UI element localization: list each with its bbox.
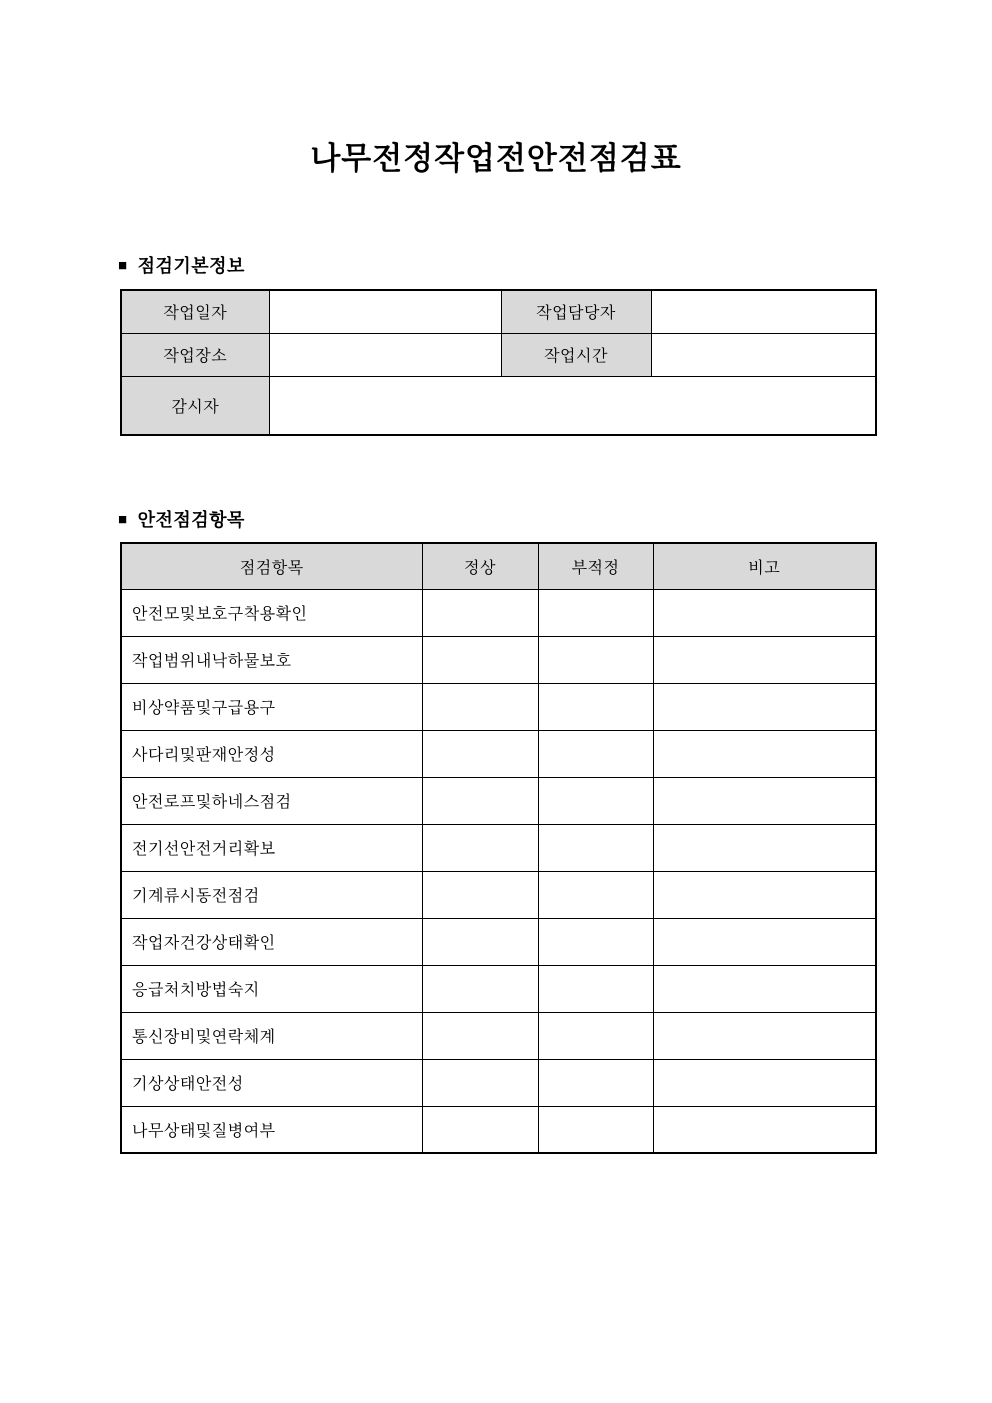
status-inadequate-cell[interactable] (538, 1059, 653, 1106)
checklist-item-label: 작업범위내낙하물보호 (121, 636, 422, 683)
column-header-inadequate: 부적정 (538, 543, 653, 589)
remarks-cell[interactable] (653, 918, 876, 965)
status-inadequate-cell[interactable] (538, 824, 653, 871)
status-inadequate-cell[interactable] (538, 589, 653, 636)
basic-info-table (120, 289, 877, 436)
field-value-work-place[interactable] (269, 333, 501, 376)
remarks-cell[interactable] (653, 965, 876, 1012)
checklist-row (121, 1012, 876, 1059)
field-value-work-manager[interactable] (651, 290, 876, 333)
checklist-item-label: 사다리및판재안정성 (121, 730, 422, 777)
status-normal-cell[interactable] (422, 965, 538, 1012)
checklist-item-label: 전기선안전거리확보 (121, 824, 422, 871)
checklist-item-label: 응급처치방법숙지 (121, 965, 422, 1012)
status-inadequate-cell[interactable] (538, 965, 653, 1012)
remarks-cell[interactable] (653, 1012, 876, 1059)
checklist-row (121, 824, 876, 871)
section-header-basic-info (118, 252, 245, 278)
status-normal-cell[interactable] (422, 871, 538, 918)
remarks-cell[interactable] (653, 777, 876, 824)
status-normal-cell[interactable] (422, 1059, 538, 1106)
checklist-item-label: 안전로프및하네스점검 (121, 777, 422, 824)
checklist-row (121, 1106, 876, 1153)
checklist-header-row (121, 543, 876, 589)
basic-info-row (121, 376, 876, 435)
status-normal-cell[interactable] (422, 730, 538, 777)
checklist-item-label: 작업자건강상태확인 (121, 918, 422, 965)
column-header-remarks: 비고 (653, 543, 876, 589)
checklist-item-label: 기계류시동전점검 (121, 871, 422, 918)
checklist-item-label: 안전모및보호구착용확인 (121, 589, 422, 636)
status-inadequate-cell[interactable] (538, 636, 653, 683)
square-bullet-icon: ■ (118, 256, 128, 274)
field-label-work-place: 작업장소 (121, 333, 269, 376)
remarks-cell[interactable] (653, 636, 876, 683)
status-normal-cell[interactable] (422, 636, 538, 683)
column-header-item: 점검항목 (121, 543, 422, 589)
field-label-work-manager: 작업담당자 (501, 290, 651, 333)
section-title-basic-info: 점검기본정보 (137, 256, 245, 276)
checklist-row (121, 636, 876, 683)
checklist-row (121, 871, 876, 918)
checklist-row (121, 1059, 876, 1106)
basic-info-row (121, 333, 876, 376)
remarks-cell[interactable] (653, 683, 876, 730)
status-normal-cell[interactable] (422, 1106, 538, 1153)
field-label-supervisor: 감시자 (121, 376, 269, 435)
column-header-normal: 정상 (422, 543, 538, 589)
section-title-checklist: 안전점검항목 (137, 510, 245, 530)
field-label-work-date: 작업일자 (121, 290, 269, 333)
status-normal-cell[interactable] (422, 1012, 538, 1059)
checklist-item-label: 비상약품및구급용구 (121, 683, 422, 730)
status-normal-cell[interactable] (422, 918, 538, 965)
remarks-cell[interactable] (653, 871, 876, 918)
section-header-checklist (118, 506, 245, 532)
square-bullet-icon: ■ (118, 510, 128, 528)
remarks-cell[interactable] (653, 824, 876, 871)
page-title: 나무전정작업전안전점검표 (310, 141, 682, 176)
status-inadequate-cell[interactable] (538, 871, 653, 918)
checklist-item-label: 기상상태안전성 (121, 1059, 422, 1106)
status-normal-cell[interactable] (422, 589, 538, 636)
remarks-cell[interactable] (653, 1059, 876, 1106)
status-inadequate-cell[interactable] (538, 1106, 653, 1153)
field-value-work-time[interactable] (651, 333, 876, 376)
checklist-row (121, 730, 876, 777)
status-normal-cell[interactable] (422, 683, 538, 730)
checklist-row (121, 965, 876, 1012)
checklist-row (121, 683, 876, 730)
status-inadequate-cell[interactable] (538, 777, 653, 824)
status-inadequate-cell[interactable] (538, 730, 653, 777)
field-label-work-time: 작업시간 (501, 333, 651, 376)
status-inadequate-cell[interactable] (538, 1012, 653, 1059)
remarks-cell[interactable] (653, 589, 876, 636)
checklist-row (121, 589, 876, 636)
status-normal-cell[interactable] (422, 824, 538, 871)
remarks-cell[interactable] (653, 1106, 876, 1153)
checklist-row (121, 918, 876, 965)
checklist-item-label: 나무상태및질병여부 (121, 1106, 422, 1153)
remarks-cell[interactable] (653, 730, 876, 777)
status-normal-cell[interactable] (422, 777, 538, 824)
checklist-item-label: 통신장비및연락체계 (121, 1012, 422, 1059)
status-inadequate-cell[interactable] (538, 683, 653, 730)
basic-info-row (121, 290, 876, 333)
status-inadequate-cell[interactable] (538, 918, 653, 965)
checklist-table (120, 542, 877, 1154)
field-value-supervisor[interactable] (269, 376, 876, 435)
field-value-work-date[interactable] (269, 290, 501, 333)
checklist-row (121, 777, 876, 824)
